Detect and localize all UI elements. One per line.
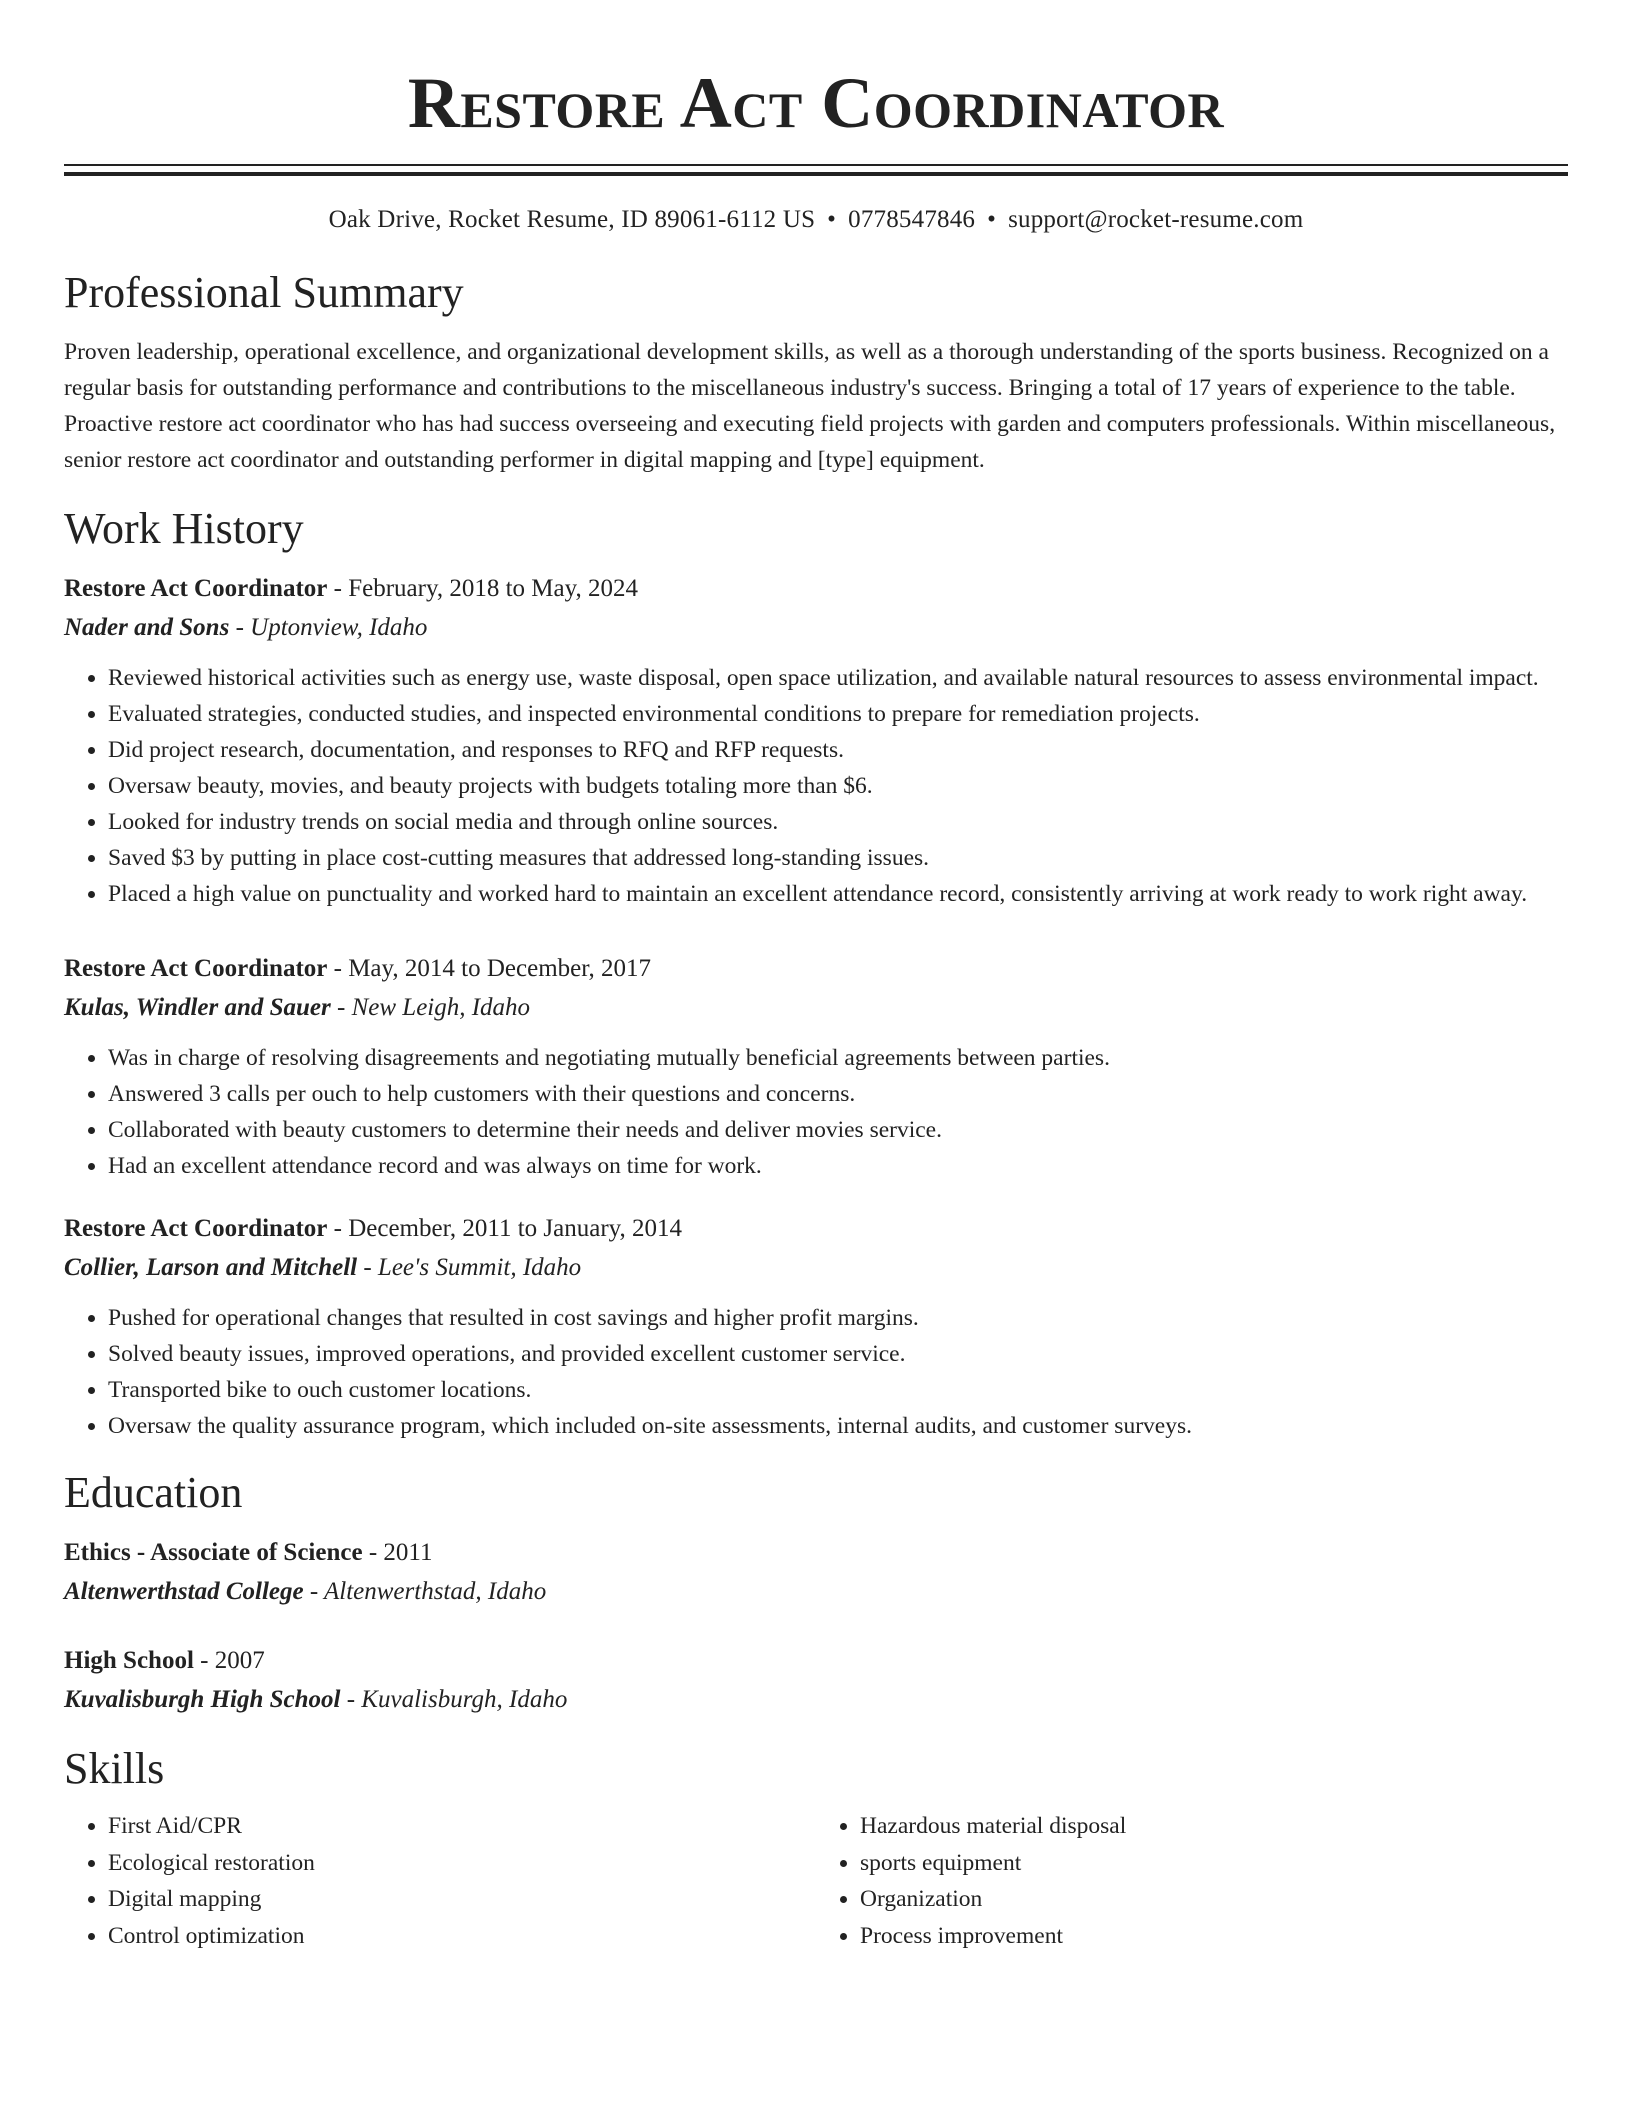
education-degree-line — [64, 1642, 1568, 1680]
job-role: Restore Act Coordinator — [64, 955, 328, 982]
job-role: Restore Act Coordinator — [64, 1215, 328, 1242]
job-company-line — [64, 1248, 1568, 1288]
job-dates: - February, 2018 to May, 2024 — [327, 575, 638, 602]
skill-item: • Digital mapping — [108, 1881, 816, 1918]
job-company-line — [64, 988, 1568, 1028]
skill-item: • sports equipment — [860, 1845, 1568, 1882]
job-bullet: • Oversaw the quality assurance program, which included on-site assessments, internal audits, and customer surveys. — [108, 1408, 1568, 1444]
work-history-heading: Work History — [64, 504, 304, 553]
job-bullet: • Transported bike to ouch customer locations. — [108, 1372, 1568, 1408]
job-company: Nader and Sons — [64, 614, 230, 641]
skill-item: • Process improvement — [860, 1918, 1568, 1955]
skill-item: • Organization — [860, 1881, 1568, 1918]
contact-address: Oak Drive, Rocket Resume, ID 89061-6112 US — [328, 206, 816, 233]
contact-phone: 0778547846 — [848, 206, 976, 233]
job-bullet: • Answered 3 calls per ouch to help customers with their questions and concerns. — [108, 1076, 1568, 1112]
job-location: - New Leigh, Idaho — [330, 994, 531, 1021]
job-bullet: • Looked for industry trends on social media and through online sources. — [108, 804, 1568, 840]
job-company: Kulas, Windler and Sauer — [64, 994, 331, 1021]
resume-name: Restore Act Coordinator — [407, 63, 1225, 143]
contact-line — [64, 202, 1568, 238]
education-year: - 2011 — [362, 1539, 433, 1566]
education-heading: Education — [64, 1468, 243, 1517]
job-company: Collier, Larson and Mitchell — [64, 1254, 358, 1281]
job-role: Restore Act Coordinator — [64, 575, 328, 602]
job-bullet: • Evaluated strategies, conducted studies, and inspected environmental conditions to prepare for remediation projects. — [108, 696, 1568, 732]
job-location: - Lee's Summit, Idaho — [357, 1254, 582, 1281]
education-school-line — [64, 1572, 1568, 1612]
job-bullet: • Solved beauty issues, improved operations, and provided excellent customer service. — [108, 1336, 1568, 1372]
job-entry — [64, 1210, 1568, 1444]
education-school: Kuvalisburgh High School — [64, 1686, 341, 1713]
job-title-line — [64, 570, 1568, 608]
education-location: - Kuvalisburgh, Idaho — [340, 1686, 568, 1713]
skill-item: • Control optimization — [108, 1918, 816, 1955]
job-bullets — [64, 1300, 1568, 1444]
skill-item: • First Aid/CPR — [108, 1808, 816, 1845]
summary-text: Proven leadership, operational excellence, and organizational development skills, as well as a thorough understanding of the sports business. Recognized on a regular basis for outstanding performance and contributions to the miscellaneous industry's success. Bringing a total of 17 years of experience to the table. Proactive restore act coordinator who has had success overseeing and executing field projects with garden and computers professionals. Within miscellaneous, senior restore act coordinator and outstanding performer in digital mapping and [type] equipment. — [64, 339, 1556, 473]
education-degree-line — [64, 1534, 1568, 1572]
job-location: - Uptonview, Idaho — [229, 614, 428, 641]
job-entry — [64, 950, 1568, 1184]
job-bullets — [64, 660, 1568, 912]
job-bullet: • Collaborated with beauty customers to determine their needs and deliver movies service. — [108, 1112, 1568, 1148]
job-company-line — [64, 608, 1568, 648]
education-degree: High School — [64, 1647, 194, 1674]
divider-thin-line — [64, 164, 1568, 166]
job-title-line — [64, 1210, 1568, 1248]
job-entry — [64, 570, 1568, 912]
education-entry — [64, 1534, 1568, 1612]
job-bullet: • Reviewed historical activities such as energy use, waste disposal, open space utilization, and available natural resources to assess environmental impact. — [108, 660, 1568, 696]
education-entry — [64, 1642, 1568, 1720]
skills-column-right — [816, 1808, 1568, 1954]
skills-grid — [64, 1808, 1568, 1954]
job-bullet: • Saved $3 by putting in place cost-cutting measures that addressed long-standing issues. — [108, 840, 1568, 876]
job-bullet: • Had an excellent attendance record and was always on time for work. — [108, 1148, 1568, 1184]
education-school: Altenwerthstad College — [64, 1578, 304, 1605]
skills-list — [64, 1808, 816, 1954]
education-degree: Ethics - Associate of Science — [64, 1539, 363, 1566]
header-divider — [64, 164, 1568, 176]
job-bullets — [64, 1040, 1568, 1184]
job-bullet: • Oversaw beauty, movies, and beauty projects with budgets totaling more than $6. — [108, 768, 1568, 804]
job-title-line — [64, 950, 1568, 988]
skill-item: • Ecological restoration — [108, 1845, 816, 1882]
summary-heading: Professional Summary — [64, 268, 464, 317]
skill-item: • Hazardous material disposal — [860, 1808, 1568, 1845]
job-bullet: • Pushed for operational changes that resulted in cost savings and higher profit margins. — [108, 1300, 1568, 1336]
education-school-line — [64, 1680, 1568, 1720]
contact-email: support@rocket-resume.com — [1008, 206, 1304, 233]
contact-separator: • — [987, 206, 997, 233]
education-location: - Altenwerthstad, Idaho — [303, 1578, 547, 1605]
skills-heading: Skills — [64, 1744, 165, 1793]
job-bullet: • Did project research, documentation, and responses to RFQ and RFP requests. — [108, 732, 1568, 768]
job-bullet: • Placed a high value on punctuality and worked hard to maintain an excellent attendance record, consistently arriving at work ready to work right away. — [108, 876, 1568, 912]
skills-column-left — [64, 1808, 816, 1954]
job-bullet: • Was in charge of resolving disagreements and negotiating mutually beneficial agreements between parties. — [108, 1040, 1568, 1076]
contact-separator: • — [827, 206, 837, 233]
skills-list — [816, 1808, 1568, 1954]
job-dates: - December, 2011 to January, 2014 — [327, 1215, 683, 1242]
education-year: - 2007 — [193, 1647, 265, 1674]
divider-thick-line — [64, 172, 1568, 176]
job-dates: - May, 2014 to December, 2017 — [327, 955, 652, 982]
